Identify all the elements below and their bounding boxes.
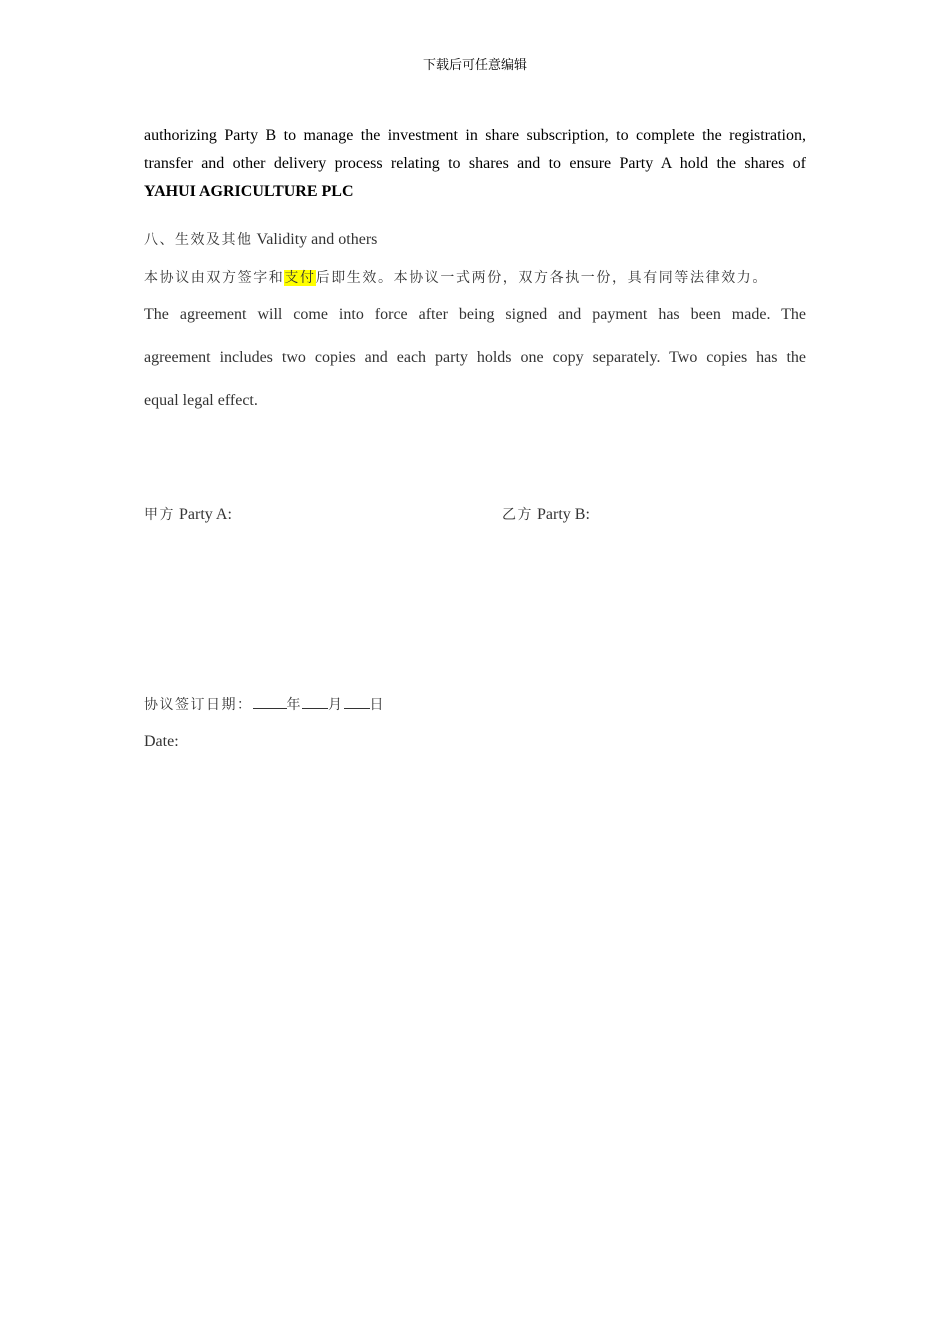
page-header: 下载后可任意编辑 xyxy=(422,58,527,73)
validity-en-line-3: equal legal effect. xyxy=(144,392,258,409)
intro-line-1: authorizing Party B to manage the investment in share subscription, to complete the registration, xyxy=(144,127,806,144)
intro-line-2: transfer and other delivery process relating to shares and to ensure Party A hold the shares of xyxy=(144,155,806,172)
validity-text-en xyxy=(144,293,806,422)
party-b-cn: 乙方 xyxy=(502,507,533,523)
validity-text-cn xyxy=(144,266,806,290)
party-b-label xyxy=(502,503,590,527)
day-blank xyxy=(344,694,370,709)
date-label-en: Date: xyxy=(144,733,179,750)
intro-paragraph xyxy=(144,122,806,206)
party-a-en: Party A: xyxy=(179,506,232,523)
validity-en-line-2: agreement includes two copies and each party holds one copy separately. Two copies has the xyxy=(144,349,806,366)
month-blank xyxy=(302,694,328,709)
highlighted-term: 支付 xyxy=(284,270,316,286)
year-label: 年 xyxy=(286,697,302,713)
section-heading-cn: 八、生效及其他 xyxy=(144,232,253,248)
party-a-label xyxy=(144,503,232,527)
signing-date-line xyxy=(144,693,385,718)
signing-date-label: 协议签订日期： xyxy=(144,697,253,713)
party-a-cn: 甲方 xyxy=(144,507,175,523)
party-b-en: Party B: xyxy=(537,506,590,523)
section-heading xyxy=(144,228,377,252)
validity-en-line-1: The agreement will come into force after being signed and payment has been made. The xyxy=(144,306,806,323)
month-label: 月 xyxy=(328,697,344,713)
day-label: 日 xyxy=(369,697,385,713)
section-heading-en: Validity and others xyxy=(256,231,378,248)
validity-cn-before: 本协议由双方签字和 xyxy=(144,270,285,286)
year-blank xyxy=(253,694,287,709)
validity-cn-after: 后即生效。本协议一式两份，双方各执一份，具有同等法律效力。 xyxy=(315,270,769,286)
company-name: YAHUI AGRICULTURE PLC xyxy=(144,183,354,200)
